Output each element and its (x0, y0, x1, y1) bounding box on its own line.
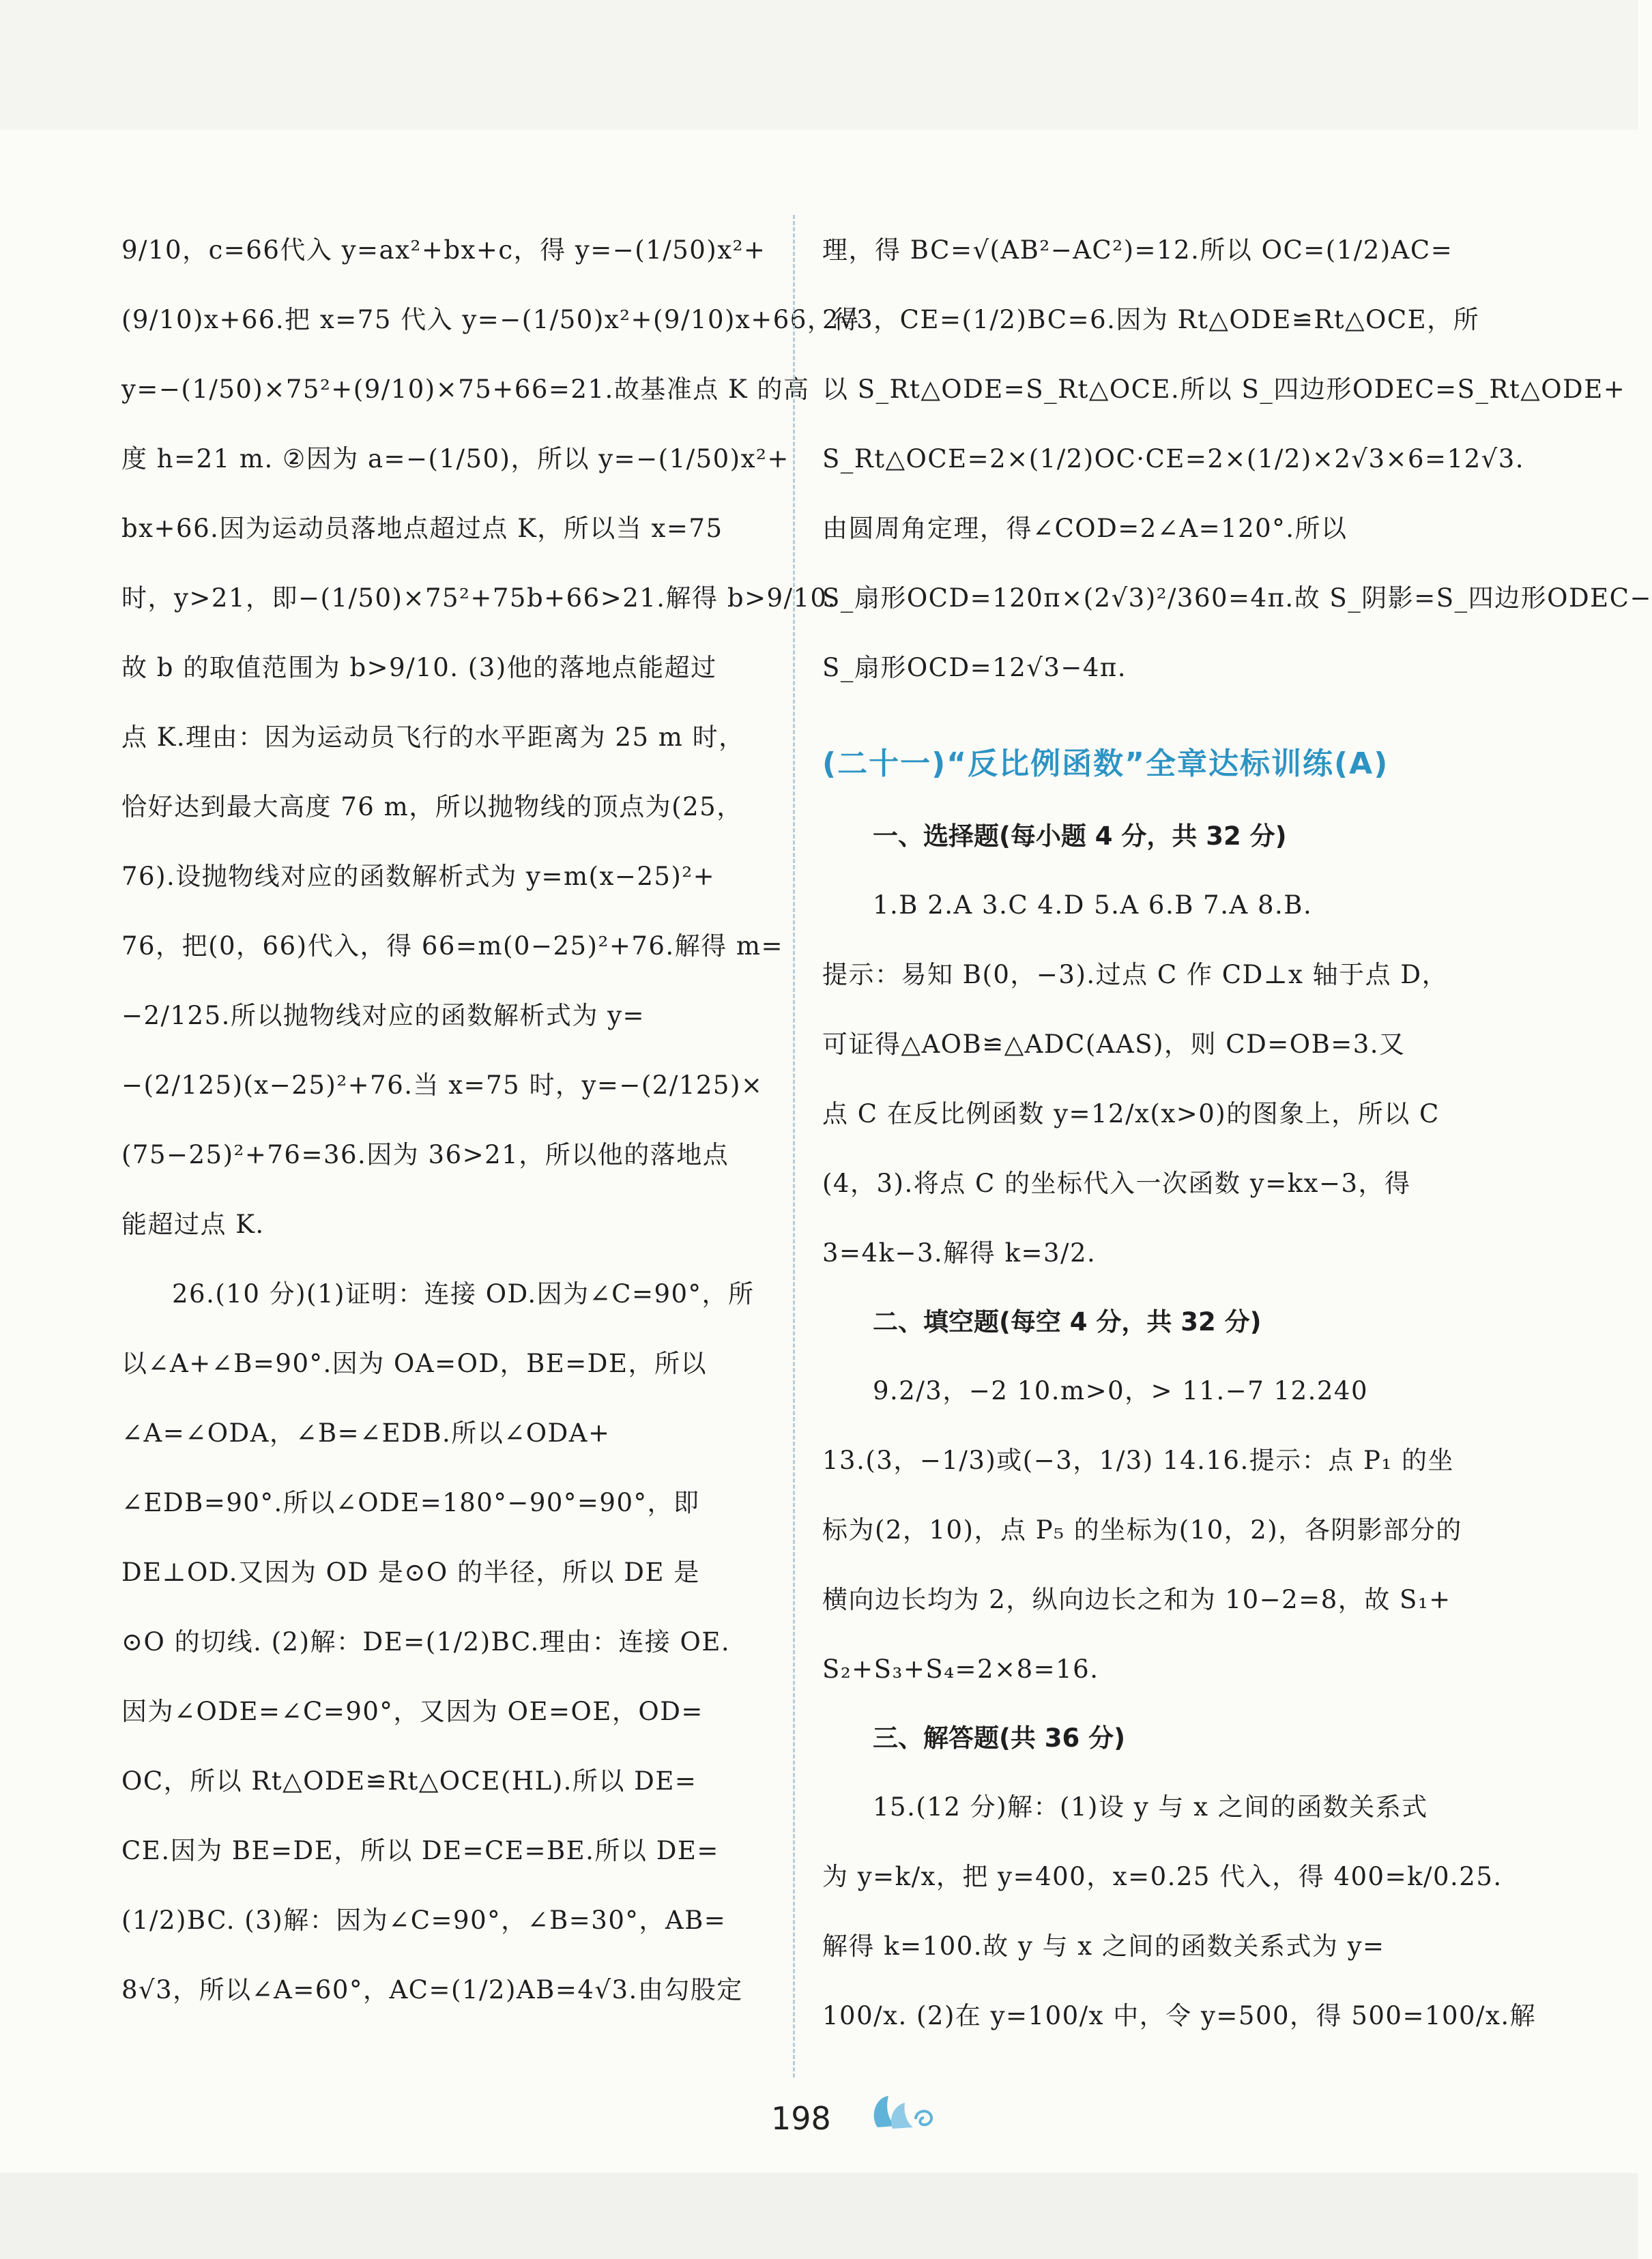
text-line: S_扇形OCD=12√3−4π. (822, 652, 1127, 682)
choice-answers (822, 870, 1457, 1287)
text-line: 以 S_Rt△ODE=S_Rt△OCE.所以 S_四边形ODEC=S_Rt△ODE+ (822, 374, 1626, 404)
text-line: 9.2/3，−2 10.m>0，> 11.−7 12.240 (873, 1375, 1368, 1405)
text-line: ∠A=∠ODA，∠B=∠EDB.所以∠ODA+ (121, 1418, 611, 1448)
text-line: 可证得△AOB≌△ADC(AAS)，则 CD=OB=3.又 (822, 1029, 1406, 1059)
text-line: 点 C 在反比例函数 y=12/x(x>0)的图象上，所以 C (822, 1098, 1440, 1128)
answer-heading: 三、解答题(共 36 分) (873, 1723, 1126, 1753)
fill-heading: 二、填空题(每空 4 分，共 32 分) (873, 1307, 1262, 1337)
text-line: 76，把(0，66)代入，得 66=m(0−25)²+76.解得 m= (121, 931, 784, 961)
text-line: 时，y>21，即−(1/50)×75²+75b+66>21.解得 b>9/10. (121, 583, 837, 613)
text-line: S_Rt△OCE=2×(1/2)OC·CE=2×(1/2)×2√3×6=12√3. (822, 443, 1524, 473)
page-number: 198 (771, 2100, 831, 2137)
text-line: 8√3，所以∠A=60°，AC=(1/2)AB=4√3.由勾股定 (121, 1974, 743, 2005)
text-line: (1/2)BC. (3)解：因为∠C=90°，∠B=30°，AB= (121, 1905, 727, 1935)
text-line: (4，3).将点 C 的坐标代入一次函数 y=kx−3，得 (822, 1168, 1411, 1198)
solution-continued (822, 215, 1652, 702)
text-line: (9/10)x+66.把 x=75 代入 y=−(1/50)x²+(9/10)x+66，得 (121, 304, 860, 334)
text-line: bx+66.因为运动员落地点超过点 K，所以当 x=75 (121, 513, 723, 543)
left-column (121, 215, 860, 2024)
text-line: (75−25)²+76=36.因为 36>21，所以他的落地点 (121, 1139, 729, 1169)
text-line: 点 K.理由：因为运动员飞行的水平距离为 25 m 时， (121, 722, 745, 752)
text-line: 100/x. (2)在 y=100/x 中，令 y=500，得 500=100/x.解 (822, 2000, 1537, 2030)
text-line: 恰好达到最大高度 76 m，所以抛物线的顶点为(25， (121, 791, 743, 821)
text-line: 76).设抛物线对应的函数解析式为 y=m(x−25)²+ (121, 861, 716, 891)
text-line: 标为(2，10)，点 P₅ 的坐标为(10，2)，各阴影部分的 (822, 1515, 1462, 1545)
text-line: 1.B 2.A 3.C 4.D 5.A 6.B 7.A 8.B. (873, 890, 1313, 920)
right-column (822, 215, 1652, 2050)
text-line: 度 h=21 m. ②因为 a=−(1/50)，所以 y=−(1/50)x²+ (121, 443, 789, 473)
top-margin (0, 0, 1638, 130)
text-line: y=−(1/50)×75²+(9/10)×75+66=21.故基准点 K 的高 (121, 374, 810, 404)
text-line: ⊙O 的切线. (2)解：DE=(1/2)BC.理由：连接 OE. (121, 1627, 731, 1657)
text-line: 为 y=k/x，把 y=400，x=0.25 代入，得 400=k/0.25. (822, 1861, 1503, 1891)
text-line: OC，所以 Rt△ODE≌Rt△OCE(HL).所以 DE= (121, 1766, 697, 1796)
text-line: 26.(10 分)(1)证明：连接 OD.因为∠C=90°，所 (172, 1279, 755, 1309)
text-line: S_扇形OCD=120π×(2√3)²/360=4π.故 S_阴影=S_四边形ODEC− (822, 583, 1652, 613)
column-divider (793, 215, 795, 2078)
choice-heading: 一、选择题(每小题 4 分，共 32 分) (873, 821, 1287, 851)
text-line: 2√3，CE=(1/2)BC=6.因为 Rt△ODE≌Rt△OCE，所 (822, 304, 1480, 334)
swirl-ornament-icon (865, 2088, 947, 2136)
text-line: CE.因为 BE=DE，所以 DE=CE=BE.所以 DE= (121, 1835, 719, 1865)
fill-answers (822, 1356, 1462, 1704)
text-line: 13.(3，−1/3)或(−3，1/3) 14.16.提示：点 P₁ 的坐 (822, 1445, 1454, 1475)
text-line: 故 b 的取值范围为 b>9/10. (3)他的落地点能超过 (121, 652, 717, 682)
text-line: −2/125.所以抛物线对应的函数解析式为 y= (121, 1000, 646, 1030)
text-line: 能超过点 K. (121, 1209, 265, 1239)
text-line: 由圆周角定理，得∠COD=2∠A=120°.所以 (822, 513, 1348, 543)
text-line: S₂+S₃+S₄=2×8=16. (822, 1654, 1099, 1684)
text-line: 横向边长均为 2，纵向边长之和为 10−2=8，故 S₁+ (822, 1584, 1451, 1614)
section-title: (二十一)“反比例函数”全章达标训练(A) (822, 746, 1389, 781)
text-line: −(2/125)(x−25)²+76.当 x=75 时，y=−(2/125)× (121, 1070, 764, 1100)
text-line: 解得 k=100.故 y 与 x 之间的函数关系式为 y= (822, 1931, 1385, 1961)
answer-solutions (822, 1772, 1537, 2050)
bottom-margin (0, 2173, 1638, 2259)
text-line: 以∠A+∠B=90°.因为 OA=OD，BE=DE，所以 (121, 1348, 707, 1378)
text-line: 9/10，c=66代入 y=ax²+bx+c，得 y=−(1/50)x²+ (121, 235, 766, 265)
text-line: 提示：易知 B(0，−3).过点 C 作 CD⊥x 轴于点 D， (822, 959, 1449, 989)
text-line: 因为∠ODE=∠C=90°，又因为 OE=OE，OD= (121, 1696, 704, 1726)
text-line: 3=4k−3.解得 k=3/2. (822, 1238, 1097, 1268)
text-line: 15.(12 分)解：(1)设 y 与 x 之间的函数关系式 (873, 1792, 1428, 1822)
text-line: 理，得 BC=√(AB²−AC²)=12.所以 OC=(1/2)AC= (822, 235, 1453, 265)
text-line: DE⊥OD.又因为 OD 是⊙O 的半径，所以 DE 是 (121, 1557, 700, 1587)
text-line: ∠EDB=90°.所以∠ODE=180°−90°=90°，即 (121, 1487, 700, 1517)
